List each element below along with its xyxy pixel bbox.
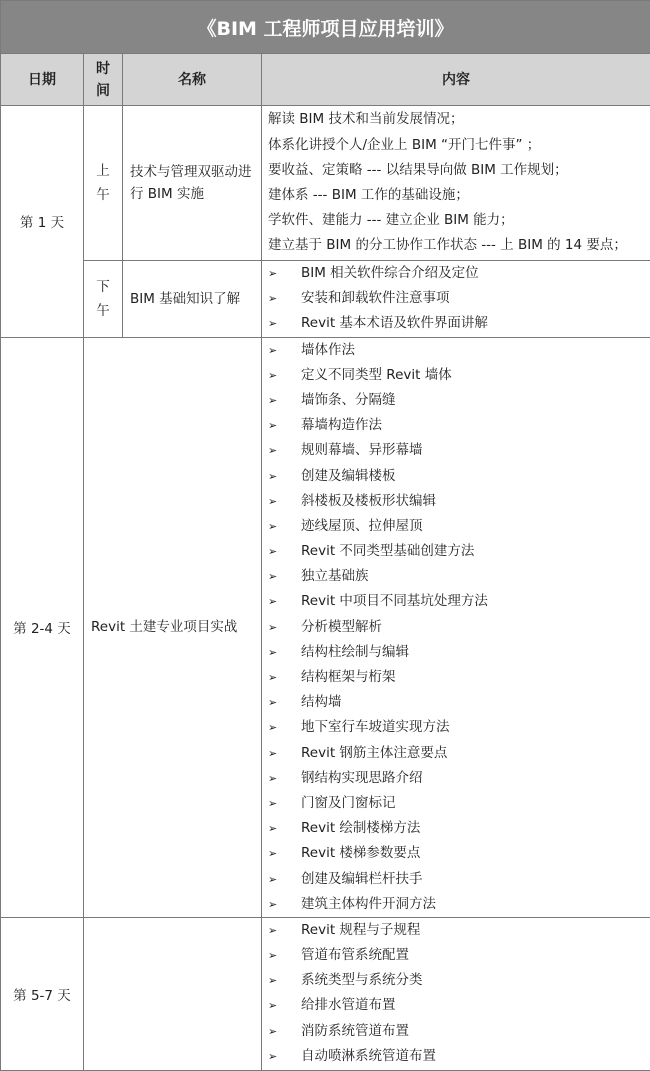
list-item-text: Revit 基本术语及软件界面讲解 [301, 311, 488, 336]
list-item [268, 741, 644, 766]
arrow-bullet-icon: ➢ [268, 564, 301, 589]
arrow-bullet-icon: ➢ [268, 1044, 301, 1069]
day1-afternoon-row [1, 261, 650, 338]
arrow-bullet-icon: ➢ [268, 338, 301, 363]
list-item-text: Revit 规程与子规程 [301, 918, 420, 943]
list-item-text: 管道布管系统配置 [301, 943, 409, 968]
list-item [268, 791, 644, 816]
list-item [268, 438, 644, 463]
arrow-bullet-icon: ➢ [268, 363, 301, 388]
day1-morning-time [84, 106, 123, 261]
list-item [268, 841, 644, 866]
list-item-text: Revit 不同类型基础创建方法 [301, 539, 474, 564]
list-item-text: 迹线屋顶、拉伸屋顶 [301, 514, 423, 539]
list-item-text: 地下室行车坡道实现方法 [301, 715, 450, 740]
day1-afternoon-time [84, 261, 123, 338]
header-row [1, 54, 650, 106]
arrow-bullet-icon: ➢ [268, 489, 301, 514]
list-item-text: 墙体作法 [301, 338, 355, 363]
arrow-bullet-icon: ➢ [268, 589, 301, 614]
header-time [84, 54, 123, 106]
list-item [268, 1019, 644, 1044]
list-item [268, 338, 644, 363]
arrow-bullet-icon: ➢ [268, 741, 301, 766]
list-item [268, 539, 644, 564]
day1-afternoon-content [262, 261, 650, 338]
arrow-bullet-icon: ➢ [268, 464, 301, 489]
list-item [268, 640, 644, 665]
arrow-bullet-icon: ➢ [268, 841, 301, 866]
arrow-bullet-icon: ➢ [268, 388, 301, 413]
list-item [268, 1044, 644, 1069]
list-item-text: 规则幕墙、异形幕墙 [301, 438, 423, 463]
day1-morning-name: 技术与管理双驱动进行 BIM 实施 [123, 106, 262, 261]
list-item-text: 建筑主体构件开洞方法 [301, 892, 436, 917]
content-line: 要收益、定策略 --- 以结果导向做 BIM 工作规划； [268, 158, 644, 183]
list-item-text: 定义不同类型 Revit 墙体 [301, 363, 452, 388]
list-item-text: 结构框架与桁架 [301, 665, 396, 690]
list-item-text: 钢结构实现思路介绍 [301, 766, 423, 791]
arrow-bullet-icon: ➢ [268, 665, 301, 690]
header-content: 内容 [262, 54, 650, 106]
list-item-text: Revit 绘制楼梯方法 [301, 816, 420, 841]
list-item-text: Revit 楼梯参数要点 [301, 841, 420, 866]
content-line: 学软件、建能力 --- 建立企业 BIM 能力； [268, 208, 644, 233]
arrow-bullet-icon: ➢ [268, 867, 301, 892]
list-item [268, 892, 644, 917]
list-item-text: 分析模型解析 [301, 615, 382, 640]
arrow-bullet-icon: ➢ [268, 816, 301, 841]
list-item [268, 968, 644, 993]
list-item-text: 幕墙构造作法 [301, 413, 382, 438]
arrow-bullet-icon: ➢ [268, 968, 301, 993]
day1-morning-content [262, 106, 650, 261]
list-item [268, 564, 644, 589]
day2-name: Revit 土建专业项目实战 [84, 337, 262, 917]
bullet-list [268, 261, 644, 337]
arrow-bullet-icon: ➢ [268, 615, 301, 640]
arrow-bullet-icon: ➢ [268, 311, 301, 336]
day1-morning-time-label: 上午 [96, 159, 111, 207]
list-item [268, 413, 644, 438]
day1-afternoon-time-label: 下午 [96, 275, 111, 323]
page-title: 《BIM 工程师项目应用培训》 [1, 1, 650, 54]
arrow-bullet-icon: ➢ [268, 766, 301, 791]
arrow-bullet-icon: ➢ [268, 993, 301, 1018]
arrow-bullet-icon: ➢ [268, 690, 301, 715]
arrow-bullet-icon: ➢ [268, 943, 301, 968]
content-line: 解读 BIM 技术和当前发展情况； [268, 107, 644, 132]
list-item-text: 门窗及门窗标记 [301, 791, 396, 816]
arrow-bullet-icon: ➢ [268, 715, 301, 740]
content-line: 建体系 --- BIM 工作的基础设施； [268, 183, 644, 208]
content-line: 体系化讲授个人/企业上 BIM “开门七件事” ； [268, 133, 644, 158]
list-item [268, 918, 644, 943]
header-date: 日期 [1, 54, 84, 106]
day5-date: 第 5-7 天 [1, 917, 84, 1070]
arrow-bullet-icon: ➢ [268, 286, 301, 311]
header-name: 名称 [123, 54, 262, 106]
arrow-bullet-icon: ➢ [268, 892, 301, 917]
arrow-bullet-icon: ➢ [268, 791, 301, 816]
list-item-text: 墙饰条、分隔缝 [301, 388, 396, 413]
list-item-text: 给排水管道布置 [301, 993, 396, 1018]
list-item [268, 589, 644, 614]
list-item [268, 665, 644, 690]
day1-afternoon-name: BIM 基础知识了解 [123, 261, 262, 338]
list-item-text: 安装和卸载软件注意事项 [301, 286, 450, 311]
bullet-list [268, 918, 644, 1069]
arrow-bullet-icon: ➢ [268, 438, 301, 463]
list-item [268, 363, 644, 388]
list-item-text: 系统类型与系统分类 [301, 968, 423, 993]
list-item [268, 867, 644, 892]
list-item [268, 615, 644, 640]
list-item-text: Revit 中项目不同基坑处理方法 [301, 589, 488, 614]
list-item [268, 464, 644, 489]
header-time-label: 时间 [95, 58, 111, 102]
list-item-text: 独立基础族 [301, 564, 369, 589]
title-row [1, 1, 650, 54]
list-item-text: 自动喷淋系统管道布置 [301, 1044, 436, 1069]
list-item [268, 514, 644, 539]
list-item [268, 715, 644, 740]
arrow-bullet-icon: ➢ [268, 918, 301, 943]
day1-date: 第 1 天 [1, 106, 84, 338]
day2-row [1, 337, 650, 917]
arrow-bullet-icon: ➢ [268, 514, 301, 539]
list-item-text: 斜楼板及楼板形状编辑 [301, 489, 436, 514]
arrow-bullet-icon: ➢ [268, 640, 301, 665]
day1-morning-row [1, 106, 650, 261]
bullet-list [268, 338, 644, 917]
arrow-bullet-icon: ➢ [268, 1019, 301, 1044]
arrow-bullet-icon: ➢ [268, 539, 301, 564]
list-item [268, 286, 644, 311]
list-item [268, 388, 644, 413]
day2-date: 第 2-4 天 [1, 337, 84, 917]
list-item [268, 261, 644, 286]
day5-content [262, 917, 650, 1070]
list-item [268, 311, 644, 336]
list-item-text: 创建及编辑栏杆扶手 [301, 867, 423, 892]
list-item-text: 结构墙 [301, 690, 342, 715]
list-item [268, 993, 644, 1018]
arrow-bullet-icon: ➢ [268, 261, 301, 286]
list-item-text: Revit 钢筋主体注意要点 [301, 741, 447, 766]
list-item [268, 489, 644, 514]
day5-row [1, 917, 650, 1070]
list-item [268, 943, 644, 968]
list-item [268, 816, 644, 841]
day2-content [262, 337, 650, 917]
arrow-bullet-icon: ➢ [268, 413, 301, 438]
list-item-text: 消防系统管道布置 [301, 1019, 409, 1044]
day5-name [84, 917, 262, 1070]
list-item [268, 690, 644, 715]
content-line: 建立基于 BIM 的分工协作工作状态 --- 上 BIM 的 14 要点； [268, 233, 644, 258]
list-item-text: BIM 相关软件综合介绍及定位 [301, 261, 479, 286]
list-item-text: 结构柱绘制与编辑 [301, 640, 409, 665]
list-item [268, 766, 644, 791]
list-item-text: 创建及编辑楼板 [301, 464, 396, 489]
